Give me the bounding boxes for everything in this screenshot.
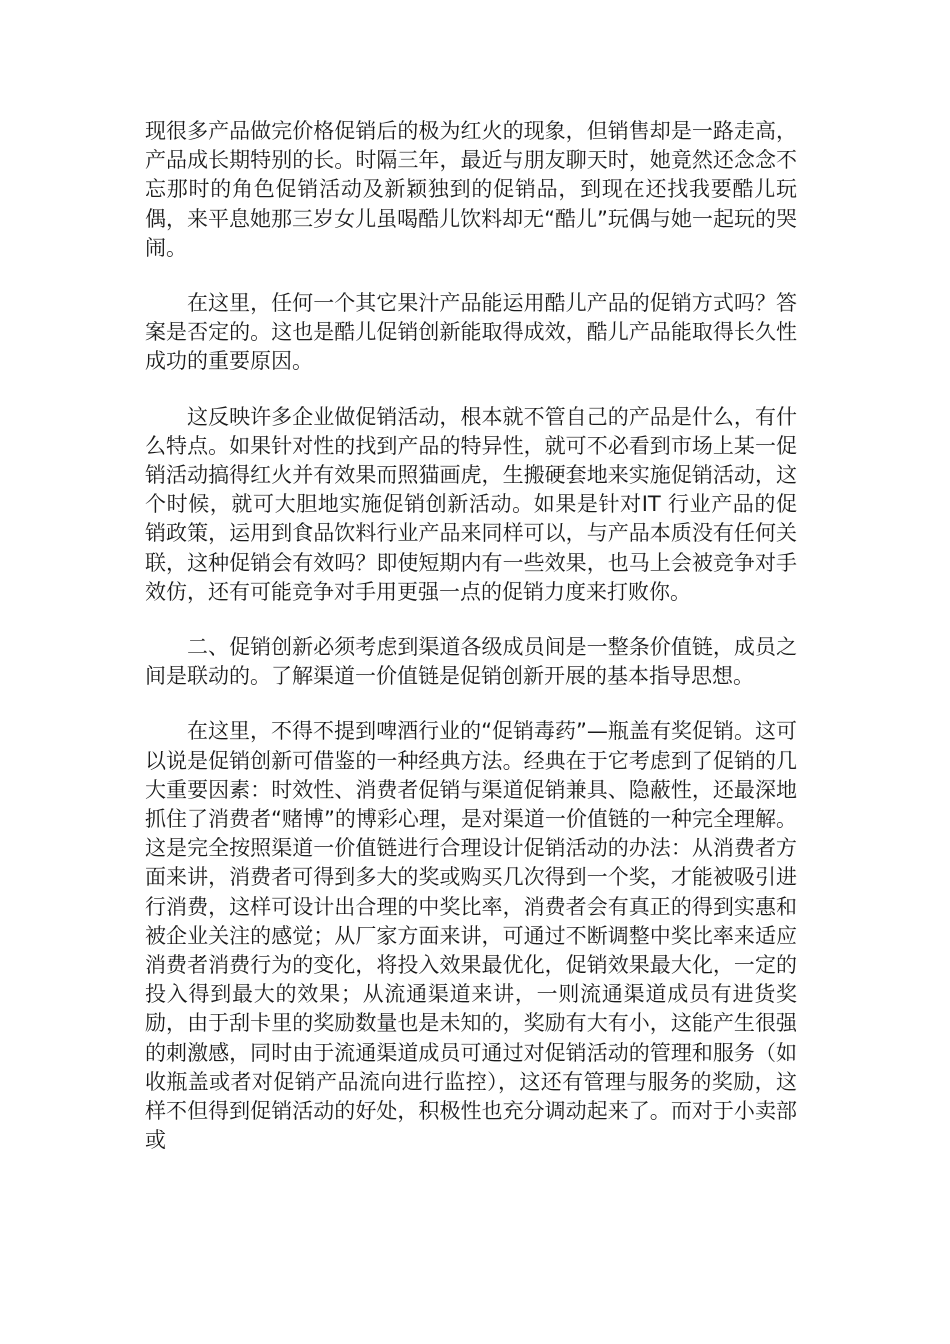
paragraph-continuation: 现很多产品做完价格促销后的极为红火的现象，但销售却是一路走高，产品成长期特别的长。时隔三年，最近与朋友聊天时，她竟然还念念不忘那时的角色促销活动及新颖独到的促销品，到现在还找我要酷儿玩偶，来平息她那三岁女儿虽喝酷儿饮料却无“酷儿”玩偶与她一起玩的哭闹。 [145,119,797,260]
paragraph-product-specificity: 这反映许多企业做促销活动，根本就不管自己的产品是什么，有什么特点。如果针对性的找到产品的特异性，就可不必看到市场上某一促销活动搞得红火并有效果而照猫画虎，生搬硬套地来实施促销活动，这个时候，就可大胆地实施促销创新活动。如果是针对IT 行业产品的促销政策，运用到食品饮料行业产品来同样可以，与产品本质没有任何关联，这种促销会有效吗？即使短期内有一些效果，也马上会被竞争对手效仿，还有可能竞争对手用更强一点的促销力度来打败你。 [145,404,797,604]
document-page [145,117,797,1182]
paragraph-beer-bottle-cap-promotion: 在这里，不得不提到啤酒行业的“促销毒药”—瓶盖有奖促销。这可以说是促销创新可借鉴的一种经典方法。经典在于它考虑到了促销的几大重要因素：时效性、消费者促销与渠道促销兼具、隐蔽性，还最深地抓住了消费者“赌博”的博彩心理，是对渠道一价值链的一种完全理解。这是完全按照渠道一价值链进行合理设计促销活动的办法：从消费者方面来讲，消费者可得到多大的奖或购买几次得到一个奖，才能被吸引进行消费，这样可设计出合理的中奖比率，消费者会有真正的得到实惠和被企业关注的感觉；从厂家方面来讲，可通过不断调整中奖比率来适应消费者消费行为的变化，将投入效果最优化，促销效果最大化，一定的投入得到最大的效果；从流通渠道来讲，一则流通渠道成员有进货奖励，由于刮卡里的奖励数量也是未知的，奖励有大有小，这能产生很强的刺激感，同时由于流通渠道成员可通过对促销活动的管理和服务（如收瓶盖或者对促销产品流向进行监控），这还有管理与服务的奖励，这样不但得到促销活动的好处，积极性也充分调动起来了。而对于小卖部或 [145,719,797,1153]
paragraph-kuer-promotion-uniqueness: 在这里，任何一个其它果汁产品能运用酷儿产品的促销方式吗？答案是否定的。这也是酷儿促销创新能取得成效，酷儿产品能取得长久性成功的重要原因。 [145,291,797,374]
paragraph-section-two-value-chain: 二、促销创新必须考虑到渠道各级成员间是一整条价值链，成员之间是联动的。了解渠道一价值链是促销创新开展的基本指导思想。 [145,635,797,689]
